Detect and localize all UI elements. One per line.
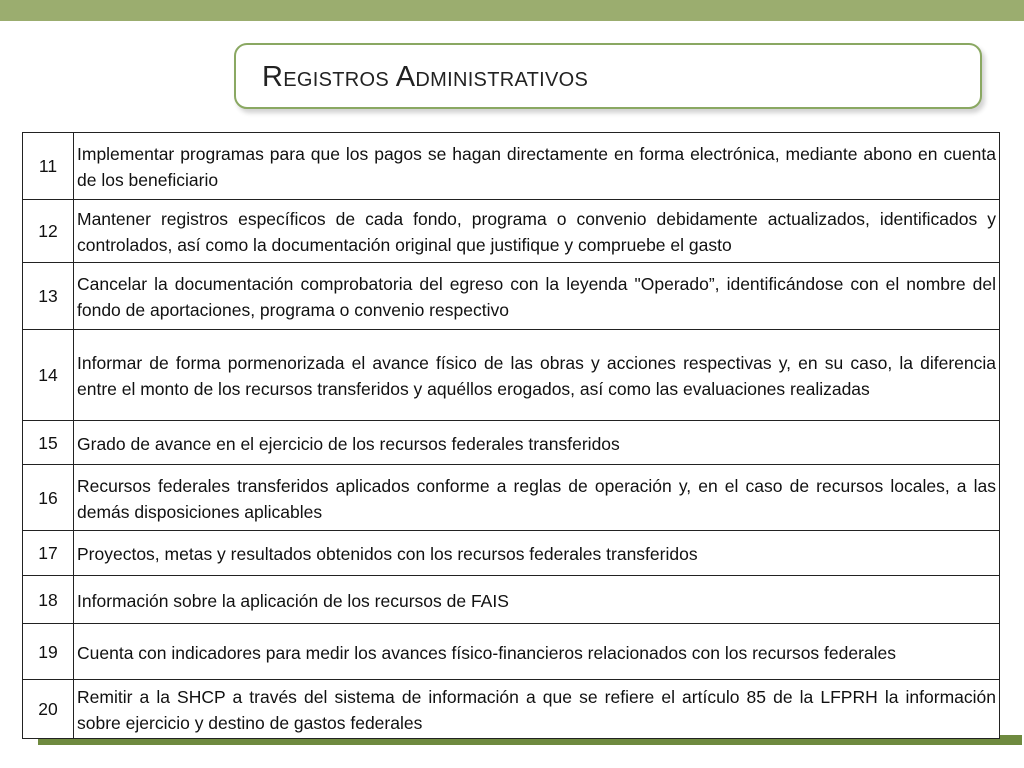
table-row <box>23 531 1000 576</box>
row-description: Información sobre la aplicación de los recursos de FAIS <box>74 576 1000 624</box>
row-description: Mantener registros específicos de cada fondo, programa o convenio debidamente actualizados, identificados y controlados, así como la documentación original que justifique y compruebe el gasto <box>74 200 1000 263</box>
row-description: Cancelar la documentación comprobatoria del egreso con la leyenda "Operado”, identificándose con el nombre del fondo de aportaciones, programa o convenio respectivo <box>74 263 1000 330</box>
row-number: 19 <box>23 624 74 680</box>
row-number: 18 <box>23 576 74 624</box>
row-description: Implementar programas para que los pagos se hagan directamente en forma electrónica, mediante abono en cuenta de los beneficiario <box>74 133 1000 200</box>
table-row <box>23 576 1000 624</box>
row-description: Remitir a la SHCP a través del sistema de información a que se refiere el artículo 85 de la LFPRH la información sobre ejercicio y destino de gastos federales <box>74 680 1000 739</box>
table-row <box>23 465 1000 531</box>
row-number: 11 <box>23 133 74 200</box>
row-description: Cuenta con indicadores para medir los avances físico-financieros relacionados con los recursos federales <box>74 624 1000 680</box>
title-box <box>234 43 982 109</box>
table-row <box>23 133 1000 200</box>
top-accent-bar <box>0 0 1024 21</box>
row-description: Informar de forma pormenorizada el avance físico de las obras y acciones respectivas y, en su caso, la diferencia entre el monto de los recursos transferidos y aquéllos erogados, así como las evaluaciones realizadas <box>74 330 1000 421</box>
page-title: Registros Administrativos <box>262 61 589 93</box>
row-description: Grado de avance en el ejercicio de los recursos federales transferidos <box>74 421 1000 465</box>
table-row <box>23 421 1000 465</box>
row-number: 16 <box>23 465 74 531</box>
table-row <box>23 680 1000 739</box>
table-row <box>23 330 1000 421</box>
row-number: 12 <box>23 200 74 263</box>
table-row <box>23 624 1000 680</box>
registros-table <box>22 132 1000 739</box>
table-row <box>23 263 1000 330</box>
row-number: 15 <box>23 421 74 465</box>
row-number: 20 <box>23 680 74 739</box>
row-description: Proyectos, metas y resultados obtenidos con los recursos federales transferidos <box>74 531 1000 576</box>
row-number: 14 <box>23 330 74 421</box>
row-description: Recursos federales transferidos aplicados conforme a reglas de operación y, en el caso de recursos locales, a las demás disposiciones aplicables <box>74 465 1000 531</box>
row-number: 17 <box>23 531 74 576</box>
registros-table-container <box>22 132 1000 739</box>
row-number: 13 <box>23 263 74 330</box>
table-row <box>23 200 1000 263</box>
